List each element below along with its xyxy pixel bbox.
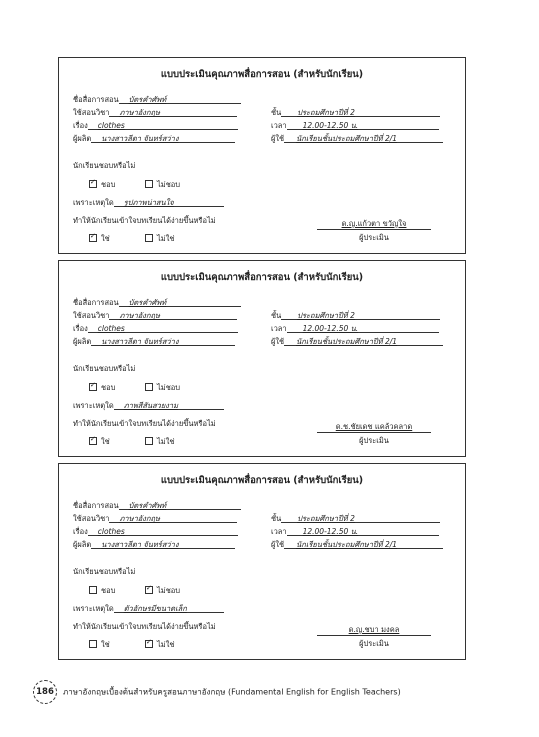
media-name-label: ชื่อสื่อการสอน: [73, 95, 119, 104]
subject-label: ใช้สอนวิชา: [73, 514, 110, 523]
topic-value: clothes: [88, 121, 238, 130]
like-no-label: ไม่ชอบ: [157, 586, 181, 595]
evaluation-form-1: [58, 57, 466, 254]
understand-no-label: ไม่ใช่: [157, 437, 175, 446]
understand-question: ทำให้นักเรียนเข้าใจบทเรียนได้ง่ายขึ้นหรือไม่: [73, 419, 216, 428]
understand-yes-checkbox[interactable]: [89, 640, 97, 648]
time-value: 12.00-12.50 น.: [287, 121, 439, 130]
page-footer: [33, 680, 401, 704]
understand-yes-option[interactable]: [89, 639, 110, 651]
like-no-label: ไม่ชอบ: [157, 180, 181, 189]
time-value: 12.00-12.50 น.: [287, 324, 439, 333]
understand-yes-label: ใช่: [101, 437, 110, 446]
grade-value: ประถมศึกษาปีที่ 2: [281, 108, 440, 117]
like-question: นักเรียนชอบหรือไม่: [73, 161, 136, 170]
like-no-checkbox[interactable]: [145, 383, 153, 391]
signature-line: [317, 229, 431, 230]
subject-value: ภาษาอังกฤษ: [109, 311, 237, 320]
evaluator-role: ผู้ประเมิน: [359, 233, 389, 242]
user-label: ผู้ใช้: [271, 134, 285, 143]
understand-yes-option[interactable]: [89, 436, 110, 448]
reason-value: ภาพสีสันสวยงาม: [114, 401, 224, 410]
topic-value: clothes: [88, 324, 238, 333]
like-no-option[interactable]: [145, 179, 180, 191]
understand-no-checkbox[interactable]: [145, 234, 153, 242]
like-question: นักเรียนชอบหรือไม่: [73, 567, 136, 576]
understand-yes-checkbox[interactable]: [89, 437, 97, 445]
user-value: นักเรียนชั้นประถมศึกษาปีที่ 2/1: [284, 540, 443, 549]
grade-value: ประถมศึกษาปีที่ 2: [281, 311, 440, 320]
form-title: แบบประเมินคุณภาพสื่อการสอน (สำหรับนักเรียน): [160, 475, 364, 486]
understand-no-option[interactable]: [145, 436, 174, 448]
like-no-label: ไม่ชอบ: [157, 383, 181, 392]
reason-value: ตัวอักษรมีขนาดเล็ก: [114, 604, 224, 613]
media-name-label: ชื่อสื่อการสอน: [73, 298, 119, 307]
like-no-option[interactable]: [145, 585, 180, 597]
subject-label: ใช้สอนวิชา: [73, 311, 110, 320]
time-value: 12.00-12.50 น.: [287, 527, 439, 536]
understand-no-label: ไม่ใช่: [157, 640, 175, 649]
like-yes-label: ชอบ: [101, 180, 116, 189]
like-yes-checkbox[interactable]: [89, 383, 97, 391]
user-value: นักเรียนชั้นประถมศึกษาปีที่ 2/1: [284, 134, 443, 143]
media-name-value: บัตรคำศัพท์: [119, 298, 241, 307]
grade-label: ชั้น: [271, 311, 282, 320]
like-yes-option[interactable]: [89, 585, 115, 597]
evaluation-form-2: [58, 260, 466, 457]
time-label: เวลา: [271, 527, 287, 536]
producer-value: นางสาวลีดา จันทร์สว่าง: [91, 540, 235, 549]
producer-value: นางสาวลีดา จันทร์สว่าง: [91, 134, 235, 143]
like-yes-checkbox[interactable]: [89, 180, 97, 188]
like-yes-label: ชอบ: [101, 586, 116, 595]
understand-no-checkbox[interactable]: [145, 640, 153, 648]
grade-label: ชั้น: [271, 514, 282, 523]
evaluation-form-3: [58, 463, 466, 660]
media-name-value: บัตรคำศัพท์: [119, 95, 241, 104]
understand-no-option[interactable]: [145, 639, 174, 651]
evaluator-name: ด.ญ.ชบา มงคล: [348, 625, 400, 634]
signature-line: [317, 635, 431, 636]
user-label: ผู้ใช้: [271, 540, 285, 549]
user-label: ผู้ใช้: [271, 337, 285, 346]
understand-yes-option[interactable]: [89, 233, 110, 245]
user-value: นักเรียนชั้นประถมศึกษาปีที่ 2/1: [284, 337, 443, 346]
evaluator-name: ด.ญ.แก้วตา ขวัญใจ: [341, 219, 407, 228]
like-yes-label: ชอบ: [101, 383, 116, 392]
topic-label: เรื่อง: [73, 121, 88, 130]
like-yes-option[interactable]: [89, 382, 115, 394]
reason-label: เพราะเหตุใด: [73, 604, 114, 613]
topic-label: เรื่อง: [73, 324, 88, 333]
like-no-checkbox[interactable]: [145, 586, 153, 594]
topic-value: clothes: [88, 527, 238, 536]
understand-yes-label: ใช่: [101, 640, 110, 649]
form-title: แบบประเมินคุณภาพสื่อการสอน (สำหรับนักเรียน): [160, 69, 364, 80]
reason-label: เพราะเหตุใด: [73, 198, 114, 207]
evaluator-name: ด.ช.ชัยเดช แคล้วคลาด: [335, 422, 413, 431]
understand-yes-label: ใช่: [101, 234, 110, 243]
media-name-label: ชื่อสื่อการสอน: [73, 501, 119, 510]
like-no-checkbox[interactable]: [145, 180, 153, 188]
producer-label: ผู้ผลิต: [73, 540, 92, 549]
like-question: นักเรียนชอบหรือไม่: [73, 364, 136, 373]
topic-label: เรื่อง: [73, 527, 88, 536]
producer-label: ผู้ผลิต: [73, 337, 92, 346]
footer-text: ภาษาอังกฤษเบื้องต้นสำหรับครูสอนภาษาอังกฤษ (Fundamental English for English Teachers): [63, 687, 401, 697]
understand-question: ทำให้นักเรียนเข้าใจบทเรียนได้ง่ายขึ้นหรือไม่: [73, 216, 216, 225]
form-title: แบบประเมินคุณภาพสื่อการสอน (สำหรับนักเรียน): [160, 272, 364, 283]
like-yes-checkbox[interactable]: [89, 586, 97, 594]
evaluator-role: ผู้ประเมิน: [359, 436, 389, 445]
page-number: 186: [33, 680, 57, 704]
subject-label: ใช้สอนวิชา: [73, 108, 110, 117]
signature-line: [317, 432, 431, 433]
subject-value: ภาษาอังกฤษ: [109, 108, 237, 117]
media-name-value: บัตรคำศัพท์: [119, 501, 241, 510]
like-yes-option[interactable]: [89, 179, 115, 191]
subject-value: ภาษาอังกฤษ: [109, 514, 237, 523]
understand-question: ทำให้นักเรียนเข้าใจบทเรียนได้ง่ายขึ้นหรือไม่: [73, 622, 216, 631]
understand-no-label: ไม่ใช่: [157, 234, 175, 243]
understand-no-option[interactable]: [145, 233, 174, 245]
time-label: เวลา: [271, 121, 287, 130]
like-no-option[interactable]: [145, 382, 180, 394]
reason-value: รูปภาพน่าสนใจ: [114, 198, 224, 207]
reason-label: เพราะเหตุใด: [73, 401, 114, 410]
producer-label: ผู้ผลิต: [73, 134, 92, 143]
understand-no-checkbox[interactable]: [145, 437, 153, 445]
producer-value: นางสาวลีดา จันทร์สว่าง: [91, 337, 235, 346]
grade-label: ชั้น: [271, 108, 282, 117]
evaluator-role: ผู้ประเมิน: [359, 639, 389, 648]
grade-value: ประถมศึกษาปีที่ 2: [281, 514, 440, 523]
understand-yes-checkbox[interactable]: [89, 234, 97, 242]
time-label: เวลา: [271, 324, 287, 333]
